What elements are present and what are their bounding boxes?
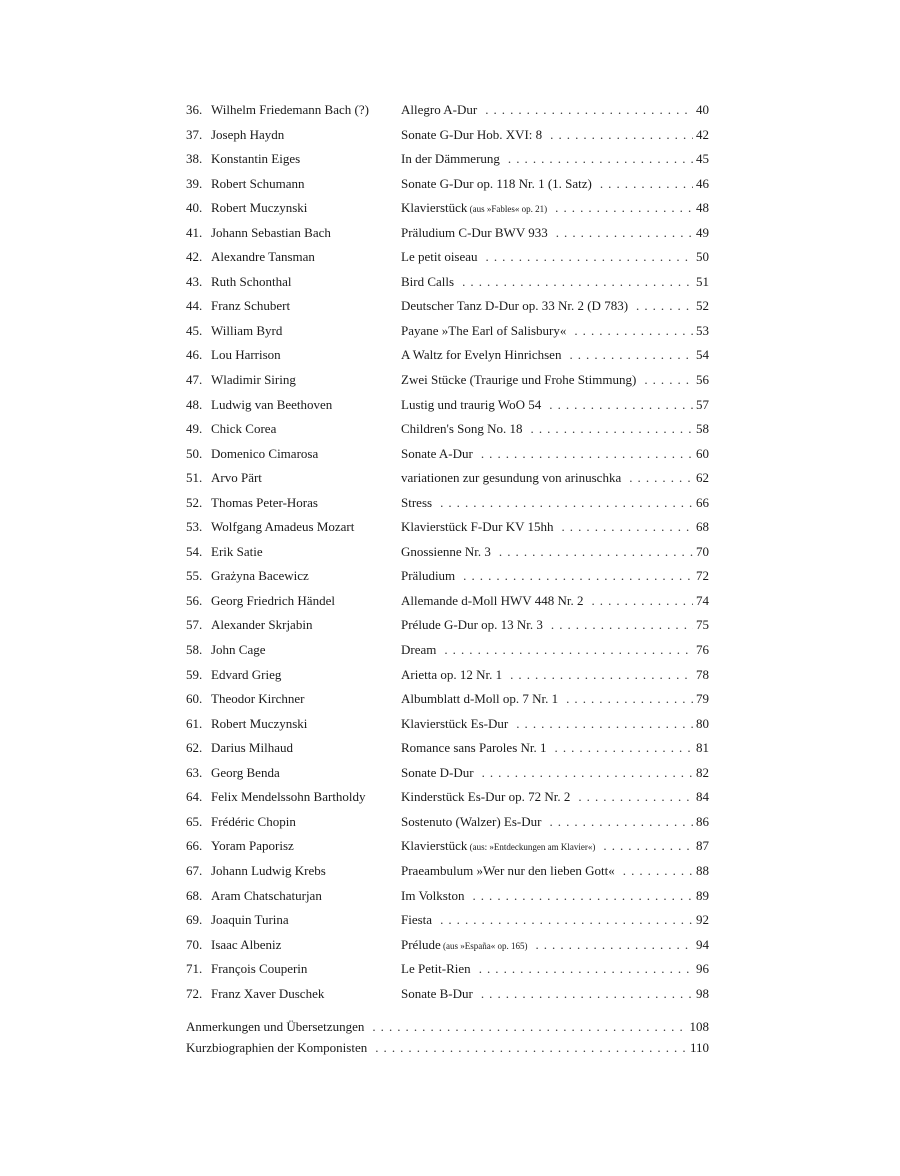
page-number: 56 [696, 372, 709, 388]
piece-title: Prélude G-Dur op. 13 Nr. 3 [401, 617, 543, 633]
piece-title: Klavierstück F-Dur KV 15hh [401, 519, 554, 535]
entry-number: 36. [186, 102, 203, 117]
leader-dots [481, 442, 693, 467]
composer-name: Ludwig van Beethoven [211, 396, 333, 412]
piece [401, 466, 709, 491]
piece-title: variationen zur gesundung von arinuschka [401, 470, 622, 486]
piece [401, 515, 709, 540]
page-number: 84 [696, 789, 709, 805]
page-number: 87 [696, 838, 709, 854]
piece [401, 343, 709, 368]
page-number: 54 [696, 347, 709, 363]
leader-dots [516, 712, 693, 737]
toc-entry [186, 393, 709, 418]
page-number: 46 [696, 175, 709, 191]
entry-number: 54. [186, 543, 203, 559]
entry-number: 44. [186, 298, 203, 314]
appendix-entry [186, 1016, 709, 1037]
piece-title: Sostenuto (Walzer) Es-Dur [401, 813, 542, 829]
piece-title: Romance sans Paroles Nr. 1 [401, 740, 547, 756]
leader-dots [600, 172, 693, 197]
toc-entry [186, 589, 709, 614]
piece [401, 417, 709, 442]
leader-dots [574, 319, 693, 344]
piece [401, 589, 709, 614]
piece-title: Klavierstück (aus: »Entdeckungen am Klavier«) [401, 838, 596, 854]
piece-title: Sonate A-Dur [401, 445, 473, 461]
piece-note: (aus »Fables« op. 21) [467, 204, 548, 215]
composer-name: Alexander Skrjabin [211, 617, 313, 633]
page-number: 48 [696, 200, 709, 216]
entry-number: 70. [186, 936, 203, 952]
toc-entry [186, 245, 709, 270]
entry-number: 46. [186, 347, 203, 363]
leader-dots [444, 638, 693, 663]
page-number: 96 [696, 961, 709, 977]
entry-number: 53. [186, 519, 203, 535]
entry-number: 57. [186, 617, 203, 633]
entry-number: 63. [186, 764, 203, 780]
piece-title: Praeambulum »Wer nur den lieben Gott« [401, 862, 615, 878]
page-number: 74 [696, 592, 709, 608]
composer-name: Wilhelm Friedemann Bach (?) [211, 102, 369, 117]
piece-title: Payane »The Earl of Salisbury« [401, 322, 567, 338]
leader-dots [555, 196, 693, 221]
toc-entry [186, 491, 709, 516]
piece [401, 98, 709, 123]
page-number: 82 [696, 764, 709, 780]
leader-dots [479, 957, 693, 982]
piece [401, 613, 709, 638]
appendix-contents [186, 1016, 709, 1058]
composer-name: Johann Ludwig Krebs [211, 862, 326, 878]
appendix-entry [186, 1037, 709, 1058]
piece-title: Sonate G-Dur Hob. XVI: 8 [401, 126, 543, 142]
page-number: 72 [696, 568, 709, 584]
leader-dots [569, 343, 693, 368]
entry-number: 42. [186, 249, 203, 265]
leader-dots [535, 933, 693, 958]
piece-title: Sonate G-Dur op. 118 Nr. 1 (1. Satz) [401, 175, 592, 191]
piece [401, 663, 709, 688]
piece-title: Albumblatt d-Moll op. 7 Nr. 1 [401, 691, 559, 707]
entry-number: 68. [186, 887, 203, 903]
entry-number: 71. [186, 961, 203, 977]
composer-name: Frédéric Chopin [211, 813, 296, 829]
toc-entry [186, 834, 709, 859]
leader-dots [591, 589, 693, 614]
toc-entry [186, 368, 709, 393]
toc-entry [186, 442, 709, 467]
toc-entry [186, 270, 709, 295]
piece [401, 540, 709, 565]
entry-number: 66. [186, 838, 203, 854]
toc-entry [186, 221, 709, 246]
piece-title: Dream [401, 642, 437, 658]
composer-name: Konstantin Eiges [211, 151, 301, 167]
piece-title: Gnossienne Nr. 3 [401, 543, 491, 559]
toc-entry [186, 613, 709, 638]
composer-name: Domenico Cimarosa [211, 445, 319, 461]
composer-name: Darius Milhaud [211, 740, 293, 756]
entry-number: 56. [186, 592, 203, 608]
piece-title: Fiesta [401, 912, 433, 928]
piece [401, 319, 709, 344]
piece [401, 982, 709, 1007]
page-number: 94 [696, 936, 709, 952]
leader-dots [549, 393, 693, 418]
toc-entry [186, 785, 709, 810]
entry-number: 61. [186, 715, 203, 731]
leader-dots [603, 834, 693, 859]
composer-name: Erik Satie [211, 543, 263, 559]
page-number: 49 [696, 224, 709, 240]
piece [401, 859, 709, 884]
toc-entry [186, 540, 709, 565]
toc-entry [186, 957, 709, 982]
appendix-title: Kurzbiographien der Komponisten [186, 1040, 368, 1055]
toc-entry [186, 98, 709, 123]
piece-title: Arietta op. 12 Nr. 1 [401, 666, 503, 682]
leader-dots [555, 736, 693, 761]
toc-entry [186, 712, 709, 737]
leader-dots [375, 1037, 687, 1058]
toc-entry [186, 417, 709, 442]
composer-name: François Couperin [211, 961, 308, 977]
leader-dots [485, 98, 693, 123]
page-number: 42 [696, 126, 709, 142]
page-number: 76 [696, 642, 709, 658]
leader-dots [462, 270, 693, 295]
piece-title: Allegro A-Dur [401, 102, 478, 117]
entry-number: 51. [186, 470, 203, 486]
composer-name: Wladimir Siring [211, 372, 296, 388]
toc-entry [186, 123, 709, 148]
composer-name: Ruth Schonthal [211, 273, 292, 289]
toc-entry [186, 736, 709, 761]
page-number: 75 [696, 617, 709, 633]
toc-entry [186, 343, 709, 368]
entry-number: 49. [186, 421, 203, 437]
page-number: 57 [696, 396, 709, 412]
leader-dots [629, 466, 693, 491]
page-number: 53 [696, 322, 709, 338]
composer-name: Alexandre Tansman [211, 249, 315, 265]
composer-name: Isaac Albeniz [211, 936, 282, 952]
toc-entry [186, 687, 709, 712]
toc-entry [186, 908, 709, 933]
piece [401, 564, 709, 589]
piece-title: A Waltz for Evelyn Hinrichsen [401, 347, 562, 363]
leader-dots [551, 613, 693, 638]
piece-title: Präludium [401, 568, 456, 584]
leader-dots [578, 785, 693, 810]
composer-name: Robert Muczynski [211, 200, 308, 216]
toc-entry [186, 172, 709, 197]
page-number: 70 [696, 543, 709, 559]
entry-number: 48. [186, 396, 203, 412]
entry-number: 50. [186, 445, 203, 461]
piece-title: Le petit oiseau [401, 249, 478, 265]
composer-name: Georg Friedrich Händel [211, 592, 335, 608]
piece-title: Präludium C-Dur BWV 933 [401, 224, 548, 240]
toc-entry [186, 859, 709, 884]
piece [401, 638, 709, 663]
page-number: 66 [696, 494, 709, 510]
composer-name: Joaquin Turina [211, 912, 289, 928]
page-number: 86 [696, 813, 709, 829]
composer-name: Robert Schumann [211, 175, 305, 191]
leader-dots [482, 761, 693, 786]
page-number: 40 [696, 102, 709, 117]
page-number: 58 [696, 421, 709, 437]
piece-title: Lustig und traurig WoO 54 [401, 396, 542, 412]
piece [401, 123, 709, 148]
entry-number: 72. [186, 985, 203, 1001]
leader-dots [556, 221, 693, 246]
piece-title: Prélude (aus »España« op. 165) [401, 936, 528, 952]
composer-name: Grażyna Bacewicz [211, 568, 309, 584]
piece [401, 442, 709, 467]
toc-entry [186, 515, 709, 540]
piece [401, 834, 709, 860]
leader-dots [440, 908, 693, 933]
composer-name: Robert Muczynski [211, 715, 308, 731]
piece [401, 172, 709, 197]
toc-entry [186, 564, 709, 589]
piece-note: (aus »España« op. 165) [440, 940, 528, 951]
page-number: 62 [696, 470, 709, 486]
page-number: 110 [689, 1040, 709, 1055]
page-number: 80 [696, 715, 709, 731]
composer-name: Edvard Grieg [211, 666, 282, 682]
page-number: 108 [689, 1019, 709, 1034]
toc-entry [186, 196, 709, 221]
piece-title: Children's Song No. 18 [401, 421, 523, 437]
page-number: 92 [696, 912, 709, 928]
piece-title: In der Dämmerung [401, 151, 500, 167]
piece [401, 810, 709, 835]
piece-note: (aus: »Entdeckungen am Klavier«) [467, 842, 596, 853]
composer-name: Theodor Kirchner [211, 691, 305, 707]
entry-number: 59. [186, 666, 203, 682]
piece [401, 736, 709, 761]
page-number: 79 [696, 691, 709, 707]
composer-name: Chick Corea [211, 421, 277, 437]
piece [401, 196, 709, 222]
composer-name: Arvo Pärt [211, 470, 262, 486]
leader-dots [486, 245, 693, 270]
composer-name: Felix Mendelssohn Bartholdy [211, 789, 366, 805]
page-number: 51 [696, 273, 709, 289]
toc-entry [186, 810, 709, 835]
entry-number: 67. [186, 862, 203, 878]
piece [401, 933, 709, 959]
leader-dots [636, 294, 693, 319]
entry-number: 60. [186, 691, 203, 707]
entry-number: 47. [186, 372, 203, 388]
piece [401, 270, 709, 295]
entry-number: 55. [186, 568, 203, 584]
piece [401, 491, 709, 516]
leader-dots [550, 123, 693, 148]
toc-entry [186, 319, 709, 344]
piece-title: Sonate B-Dur [401, 985, 473, 1001]
toc-entry [186, 638, 709, 663]
page-number: 89 [696, 887, 709, 903]
leader-dots [472, 884, 693, 909]
appendix-title: Anmerkungen und Übersetzungen [186, 1019, 365, 1034]
leader-dots [481, 982, 693, 1007]
toc-entry [186, 761, 709, 786]
leader-dots [508, 147, 693, 172]
toc-entry [186, 294, 709, 319]
composer-name: Georg Benda [211, 764, 280, 780]
entry-number: 43. [186, 273, 203, 289]
piece-title: Sonate D-Dur [401, 764, 474, 780]
table-of-contents [186, 98, 709, 1006]
page-number: 68 [696, 519, 709, 535]
entry-number: 58. [186, 642, 203, 658]
composer-name: Franz Xaver Duschek [211, 985, 325, 1001]
piece [401, 908, 709, 933]
leader-dots [531, 417, 693, 442]
entry-number: 62. [186, 740, 203, 756]
toc-entry [186, 663, 709, 688]
toc-entry [186, 466, 709, 491]
entry-number: 69. [186, 912, 203, 928]
composer-name: William Byrd [211, 322, 283, 338]
composer-name: Lou Harrison [211, 347, 281, 363]
composer-name: Yoram Paporisz [211, 838, 294, 854]
toc-entry [186, 933, 709, 958]
leader-dots [562, 515, 694, 540]
piece [401, 393, 709, 418]
piece-title: Kinderstück Es-Dur op. 72 Nr. 2 [401, 789, 571, 805]
page-number: 50 [696, 249, 709, 265]
piece [401, 712, 709, 737]
piece-title: Im Volkston [401, 887, 465, 903]
piece [401, 687, 709, 712]
piece [401, 147, 709, 172]
piece-title: Klavierstück Es-Dur [401, 715, 509, 731]
entry-number: 37. [186, 126, 203, 142]
piece-title: Deutscher Tanz D-Dur op. 33 Nr. 2 (D 783) [401, 298, 629, 314]
leader-dots [372, 1016, 686, 1037]
leader-dots [463, 564, 693, 589]
leader-dots [510, 663, 693, 688]
page-number: 78 [696, 666, 709, 682]
piece-title: Le Petit-Rien [401, 961, 471, 977]
composer-name: Thomas Peter-Horas [211, 494, 318, 510]
piece-title: Bird Calls [401, 273, 455, 289]
page-number: 60 [696, 445, 709, 461]
entry-number: 40. [186, 200, 203, 216]
piece-title: Klavierstück (aus »Fables« op. 21) [401, 200, 548, 216]
appendix-item [186, 1016, 709, 1037]
toc-entry [186, 884, 709, 909]
page-number: 88 [696, 862, 709, 878]
entry-number: 41. [186, 224, 203, 240]
leader-dots [566, 687, 693, 712]
entry-number: 39. [186, 175, 203, 191]
toc-entry [186, 147, 709, 172]
toc-entry [186, 982, 709, 1007]
appendix-item [186, 1037, 709, 1058]
piece-title: Zwei Stücke (Traurige und Frohe Stimmung) [401, 372, 637, 388]
page-number: 81 [696, 740, 709, 756]
leader-dots [623, 859, 693, 884]
leader-dots [644, 368, 693, 393]
entry-number: 65. [186, 813, 203, 829]
piece [401, 221, 709, 246]
entry-number: 64. [186, 789, 203, 805]
piece-title: Allemande d-Moll HWV 448 Nr. 2 [401, 592, 584, 608]
composer-name: John Cage [211, 642, 266, 658]
piece [401, 957, 709, 982]
entry-number: 45. [186, 322, 203, 338]
piece [401, 368, 709, 393]
composer-name: Wolfgang Amadeus Mozart [211, 519, 355, 535]
leader-dots [440, 491, 693, 516]
page-number: 45 [696, 151, 709, 167]
entry-number: 38. [186, 151, 203, 167]
page-number: 98 [696, 985, 709, 1001]
composer-name: Johann Sebastian Bach [211, 224, 331, 240]
piece [401, 785, 709, 810]
piece [401, 761, 709, 786]
page-number: 52 [696, 298, 709, 314]
composer-name: Joseph Haydn [211, 126, 285, 142]
leader-dots [549, 810, 693, 835]
piece [401, 294, 709, 319]
piece [401, 884, 709, 909]
composer-name: Aram Chatschaturjan [211, 887, 322, 903]
entry-number: 52. [186, 494, 203, 510]
composer-name: Franz Schubert [211, 298, 291, 314]
piece [401, 245, 709, 270]
piece-title: Stress [401, 494, 433, 510]
leader-dots [499, 540, 693, 565]
